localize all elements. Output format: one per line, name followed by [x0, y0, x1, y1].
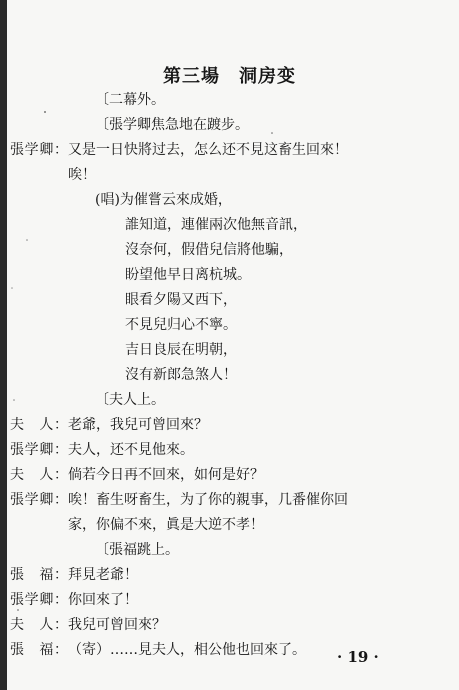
dialogue-line: 我兒可曾回來？ — [68, 617, 166, 633]
script-line: (唱)为催嘗云來成婚， — [95, 192, 232, 208]
speaker-label: 張学卿： — [10, 142, 68, 158]
script-line: 〔張学卿焦急地在踱步。 — [95, 117, 249, 133]
script-line: 唉！ — [68, 167, 96, 183]
dialogue-line: 夫人，还不見他來。 — [68, 442, 194, 458]
speaker-label: 張 福： — [10, 642, 68, 658]
binding-edge — [0, 0, 7, 690]
script-line: 〔張福跳上。 — [95, 542, 179, 558]
dialogue-line: （寄）……見夫人，相公他也回來了。 — [68, 642, 306, 658]
dialogue-line: 你回來了！ — [68, 592, 138, 608]
dialogue-line: 老爺，我兒可曾回來？ — [68, 417, 208, 433]
script-line: 沒奈何，假借兒信將他騙， — [125, 242, 293, 258]
script-line: 沒有新郎急煞人！ — [125, 367, 237, 383]
script-line: 家，你偏不來，眞是大逆不孝！ — [68, 517, 264, 533]
speaker-label: 張学卿： — [10, 592, 68, 608]
script-line: 不見兒归心不寧。 — [125, 317, 237, 333]
script-line: 〔二幕外。 — [95, 92, 165, 108]
dialogue-line: 又是一日快將过去，怎么还不見这畜生回來！ — [68, 142, 348, 158]
speaker-label: 張学卿： — [10, 492, 68, 508]
script-line: 〔夫人上。 — [95, 392, 165, 408]
dialogue-line: 唉！畜生呀畜生，为了你的親事，几番催你回 — [68, 492, 348, 508]
dialogue-line: 拜見老爺！ — [68, 567, 138, 583]
script-line: 誰知道，連催兩次他無音訊， — [125, 217, 307, 233]
speaker-label: 張 福： — [10, 567, 68, 583]
speaker-label: 夫 人： — [10, 617, 68, 633]
script-line: 眼看夕陽又西下， — [125, 292, 237, 308]
scene-title: 第三場 洞房变 — [163, 66, 296, 87]
script-line: 盼望他早日离杭城。 — [125, 267, 251, 283]
page-number: · 19 · — [337, 648, 379, 666]
speaker-label: 夫 人： — [10, 467, 68, 483]
speaker-label: 張学卿： — [10, 442, 68, 458]
speaker-label: 夫 人： — [10, 417, 68, 433]
dialogue-line: 倘若今日再不回來，如何是好？ — [68, 467, 264, 483]
script-line: 吉日良辰在明朝， — [125, 342, 237, 358]
